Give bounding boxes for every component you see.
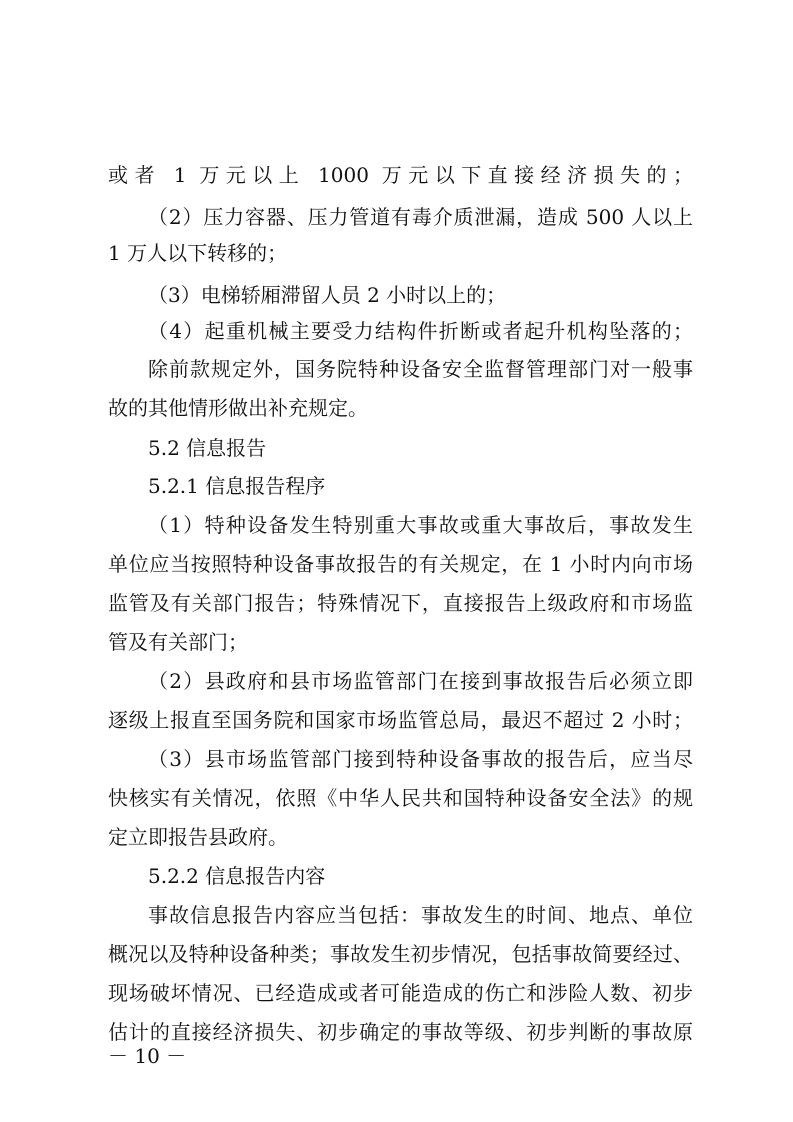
text-line-2: （2）压力容器、压力管道有毒介质泄漏，造成 500 人以上 (148, 205, 693, 229)
text-line-22: 现场破坏情况、已经造成或者可能造成的伤亡和涉险人数、初步 (108, 981, 693, 1005)
text-line-1: 或者 1 万元以上 1000 万元以下直接经济损失的； (108, 163, 693, 187)
section-heading-5-2-1: 5.2.1 信息报告程序 (148, 474, 326, 498)
text-line-14: （2）县政府和县市场监管部门在接到事故报告后必须立即 (148, 669, 693, 693)
text-line-6: 除前款规定外，国务院特种设备安全监督管理部门对一般事 (148, 357, 693, 381)
section-heading-5-2: 5.2 信息报告 (148, 436, 267, 460)
text-line-17: 快核实有关情况，依照《中华人民共和国特种设备安全法》的规 (108, 786, 693, 810)
text-line-12: 监管及有关部门报告；特殊情况下，直接报告上级政府和市场监 (108, 591, 693, 615)
text-line-23: 估计的直接经济损失、初步确定的事故等级、初步判断的事故原 (108, 1020, 693, 1044)
text-line-16: （3）县市场监管部门接到特种设备事故的报告后，应当尽 (148, 747, 693, 771)
text-line-4: （3）电梯轿厢滞留人员 2 小时以上的； (148, 283, 507, 307)
text-line-5: （4）起重机械主要受力结构件折断或者起升机构坠落的； (148, 319, 693, 343)
text-line-3: 1 万人以下转移的； (108, 241, 288, 265)
page-number: － 10 － (108, 1044, 187, 1068)
text-line-20: 事故信息报告内容应当包括：事故发生的时间、地点、单位 (148, 903, 693, 927)
text-line-10: （1）特种设备发生特别重大事故或重大事故后，事故发生 (148, 513, 693, 537)
section-heading-5-2-2: 5.2.2 信息报告内容 (148, 864, 326, 888)
text-line-11: 单位应当按照特种设备事故报告的有关规定，在 1 小时内向市场 (108, 552, 693, 576)
text-line-21: 概况以及特种设备种类；事故发生初步情况，包括事故简要经过、 (108, 942, 693, 966)
text-line-13: 管及有关部门； (108, 630, 248, 654)
text-line-7: 故的其他情形做出补充规定。 (108, 396, 368, 420)
text-line-15: 逐级上报直至国务院和国家市场监管总局，最迟不超过 2 小时； (108, 708, 693, 732)
text-line-18: 定立即报告县政府。 (108, 825, 288, 849)
